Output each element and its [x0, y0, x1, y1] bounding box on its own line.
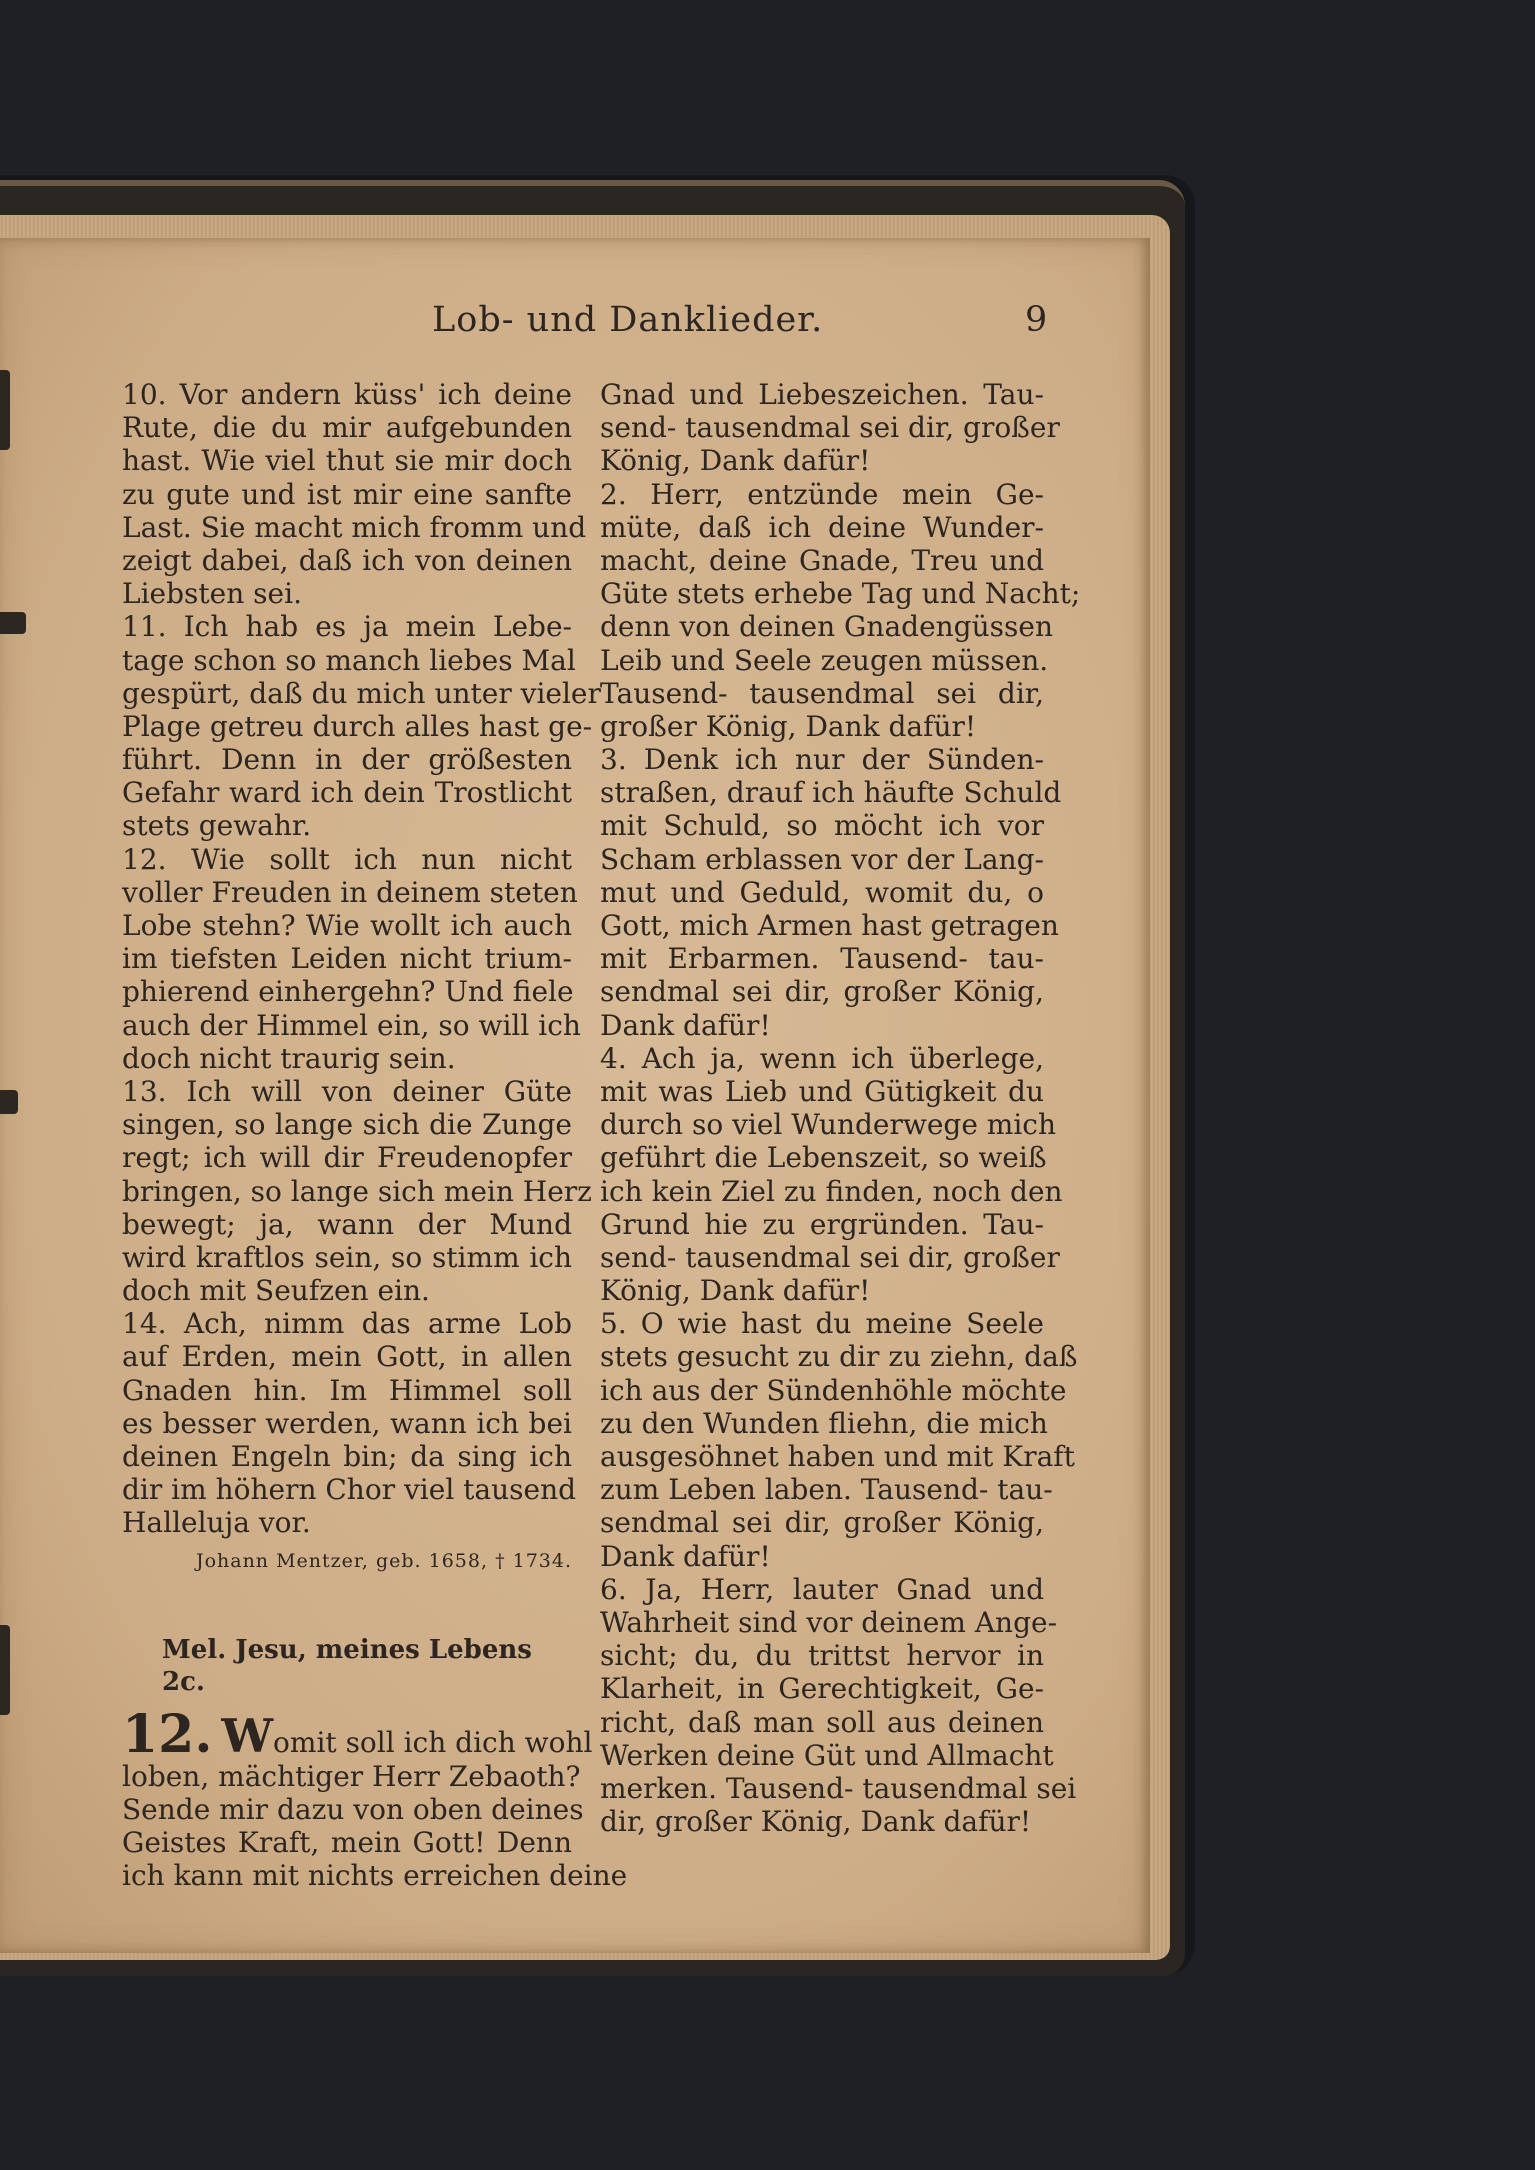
text-line: geführt die Lebenszeit, so weiß	[600, 1141, 1047, 1175]
text-line: mit was Lieb und Gütigkeit du	[600, 1074, 1044, 1108]
running-header-title: Lob- und Danklieder.	[432, 300, 824, 340]
text-line: Werken deine Güt und Allmacht	[600, 1738, 1054, 1772]
text-line: Liebsten sei.	[122, 577, 302, 611]
text-line: stets gewahr.	[122, 809, 312, 843]
text-line: im tiefsten Leiden nicht trium-	[122, 942, 572, 976]
page-number: 9	[1025, 300, 1049, 340]
text-line: Halleluja vor.	[122, 1506, 311, 1540]
text-line: Last. Sie macht mich fromm und	[122, 510, 587, 544]
text-line: 2. Herr, entzünde mein Ge-	[600, 477, 1044, 511]
text-line: Geistes Kraft, mein Gott! Denn	[122, 1825, 572, 1859]
text-line: 14. Ach, nimm das arme Lob	[122, 1307, 572, 1341]
text-line: Rute, die du mir aufgebunden	[122, 411, 572, 445]
text-line: mit Erbarmen. Tausend- tau-	[600, 942, 1044, 976]
text-line: 5. O wie hast du meine Seele	[600, 1307, 1044, 1341]
binding-thread-mark	[0, 370, 10, 450]
text-line: auf Erden, mein Gott, in allen	[122, 1340, 572, 1374]
text-line: zu den Wunden fliehn, die mich	[600, 1406, 1048, 1440]
text-line: regt; ich will dir Freudenopfer	[122, 1141, 572, 1175]
text-line: 13. Ich will von deiner Güte	[122, 1074, 572, 1108]
text-line: voller Freuden in deinem steten	[122, 875, 578, 909]
text-line: auch der Himmel ein, so will ich	[122, 1008, 581, 1042]
text-line: 6. Ja, Herr, lauter Gnad und	[600, 1572, 1044, 1606]
text-line: phierend einhergehn? Und fiele	[122, 975, 574, 1009]
right-column	[600, 378, 1081, 1839]
text-line: deinen Engeln bin; da sing ich	[122, 1440, 572, 1473]
text-line: durch so viel Wunderwege mich	[600, 1108, 1057, 1142]
text-line: mit Schuld, so möcht ich vor	[600, 809, 1044, 843]
text-line: wird kraftlos sein, so stimm ich	[122, 1240, 572, 1274]
text-line: loben, mächtiger Herr Zebaoth?	[122, 1759, 581, 1793]
text-line: müte, daß ich deine Wunder-	[600, 510, 1044, 544]
text-line: 3. Denk ich nur der Sünden-	[600, 743, 1044, 777]
hymn-drop-cap: W	[221, 1708, 274, 1763]
text-line: singen, so lange sich die Zunge	[122, 1108, 572, 1142]
hymn-first-line-text: omit soll ich dich wohl	[273, 1725, 593, 1759]
text-line: es besser werden, wann ich bei	[122, 1406, 572, 1440]
text-line: großer König, Dank dafür!	[600, 709, 977, 743]
text-line: zu gute und ist mir eine sanfte	[122, 477, 572, 511]
text-line: König, Dank dafür!	[600, 1274, 871, 1308]
text-line: tage schon so manch liebes Mal	[122, 643, 576, 677]
text-line: doch mit Seufzen ein.	[122, 1274, 430, 1308]
text-line: Sende mir dazu von oben deines	[122, 1792, 584, 1826]
text-line: merken. Tausend- tausendmal sei	[600, 1771, 1077, 1805]
text-line: 11. Ich hab es ja mein Lebe-	[122, 610, 572, 644]
text-line: 4. Ach ja, wenn ich überlege,	[600, 1041, 1044, 1075]
text-line: doch nicht traurig sein.	[122, 1041, 456, 1075]
text-line: Tausend- tausendmal sei dir,	[600, 676, 1044, 710]
text-line: 12. Wie sollt ich nun nicht	[122, 842, 572, 876]
text-line: 10. Vor andern küss' ich deine	[122, 378, 572, 411]
text-line: stets gesucht zu dir zu ziehn, daß	[600, 1340, 1078, 1374]
text-line: Scham erblassen vor der Lang-	[600, 842, 1044, 876]
text-line: ich aus der Sündenhöhle möchte	[600, 1373, 1067, 1407]
text-line: Leib und Seele zeugen müssen.	[600, 643, 1049, 677]
text-line: Gott, mich Armen hast getragen	[600, 909, 1059, 942]
text-line: Lobe stehn? Wie wollt ich auch	[122, 909, 572, 942]
text-line: gespürt, daß du mich unter vieler	[122, 676, 601, 710]
text-line: ausgesöhnet haben und mit Kraft	[600, 1440, 1075, 1473]
text-line: sendmal sei dir, großer König,	[600, 1506, 1044, 1540]
text-line: bringen, so lange sich mein Herz	[122, 1174, 592, 1208]
text-line: dir im höhern Chor viel tausend	[122, 1473, 577, 1507]
text-line: bewegt; ja, wann der Mund	[122, 1207, 572, 1241]
text-line: dir, großer König, Dank dafür!	[600, 1805, 1032, 1839]
text-line: sendmal sei dir, großer König,	[600, 975, 1044, 1009]
text-line: straßen, drauf ich häufte Schuld	[600, 776, 1062, 810]
text-line: Plage getreu durch alles hast ge-	[122, 709, 593, 743]
text-line: send- tausendmal sei dir, großer	[600, 1240, 1060, 1274]
text-line: Wahrheit sind vor deinem Ange-	[600, 1605, 1058, 1639]
text-line: zum Leben laben. Tausend- tau-	[600, 1473, 1053, 1507]
text-line: Dank dafür!	[600, 1008, 771, 1042]
text-line: zeigt dabei, daß ich von deinen	[122, 543, 572, 577]
text-line: mut und Geduld, womit du, o	[600, 875, 1044, 909]
binding-thread-mark	[0, 1625, 10, 1715]
text-line: Dank dafür!	[600, 1539, 771, 1573]
text-line: richt, daß man soll aus deinen	[600, 1705, 1044, 1739]
text-line: Klarheit, in Gerechtigkeit, Ge-	[600, 1672, 1044, 1706]
left-column	[122, 378, 628, 1893]
text-line: Grund hie zu ergründen. Tau-	[600, 1207, 1044, 1241]
text-line: sicht; du, du trittst hervor in	[600, 1639, 1044, 1673]
text-line: König, Dank dafür!	[600, 444, 871, 478]
text-line: ich kann mit nichts erreichen deine	[122, 1859, 628, 1893]
text-line: hast. Wie viel thut sie mir doch	[122, 444, 572, 478]
text-line: send- tausendmal sei dir, großer	[600, 411, 1060, 445]
hymn-number: 12.	[122, 1703, 213, 1765]
text-line: Gefahr ward ich dein Trostlicht	[122, 776, 572, 810]
text-line: macht, deine Gnade, Treu und	[600, 543, 1044, 577]
text-line: Gnad und Liebeszeichen. Tau-	[600, 378, 1044, 411]
text-line: Güte stets erhebe Tag und Nacht;	[600, 577, 1081, 611]
binding-thread-mark	[0, 1090, 18, 1114]
text-line: ich kein Ziel zu finden, noch den	[600, 1174, 1063, 1208]
author-attribution: Johann Mentzer, geb. 1658, † 1734.	[195, 1549, 572, 1572]
text-line: Gnaden hin. Im Himmel soll	[122, 1373, 572, 1407]
text-line: führt. Denn in der größesten	[122, 743, 572, 777]
binding-thread-mark	[0, 612, 26, 634]
hymn-first-line	[122, 1703, 593, 1765]
text-line: denn von deinen Gnadengüssen	[600, 610, 1053, 644]
melody-note: Mel. Jesu, meines Lebens 2c.	[162, 1634, 532, 1697]
